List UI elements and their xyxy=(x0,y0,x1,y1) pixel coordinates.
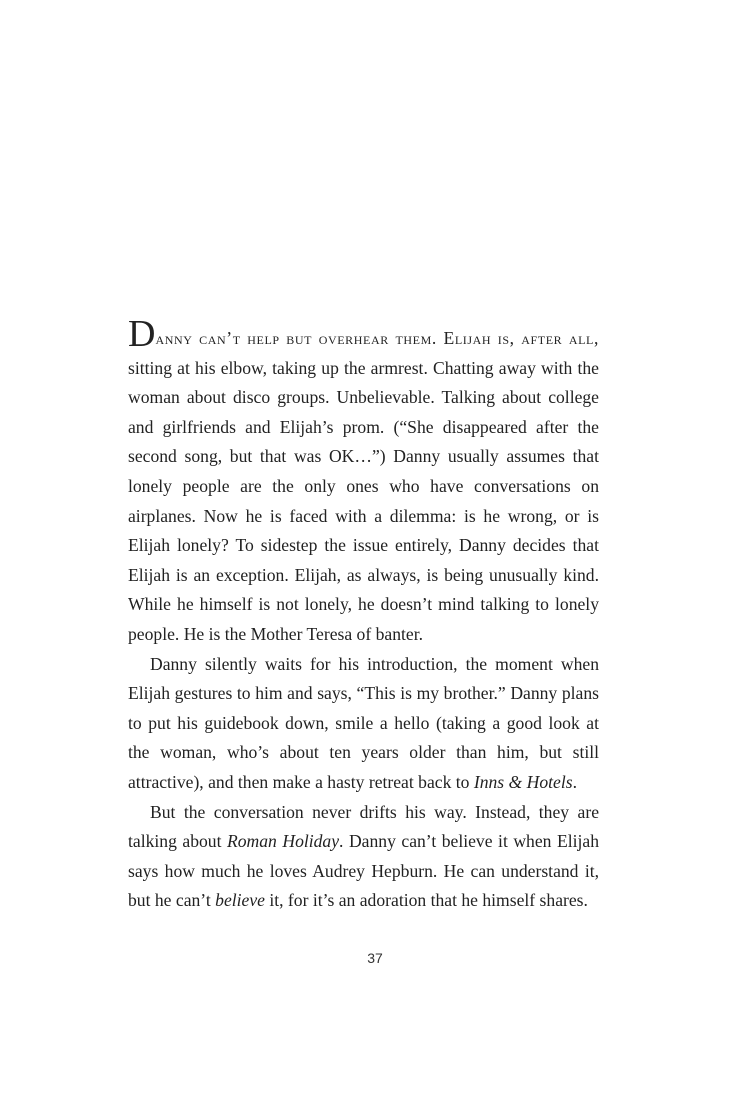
paragraph-2-end: . xyxy=(572,771,577,792)
drop-cap: D xyxy=(128,313,156,355)
small-caps-lead-in: anny can’t help but overhear them. Elijah is, after all, xyxy=(155,328,599,348)
paragraph-3-text-a: But the conversation never drifts his way. Instead, they are talking about xyxy=(128,801,599,852)
italic-title-inns-hotels: Inns & Hotels xyxy=(473,771,573,792)
paragraph-1-text: sitting at his elbow, taking up the armrest. Chatting away with the woman about disco groups. Unbelievable. Talking about college and girlfriends and Elijah’s prom. (“She disappeared after the second song, but that was OK…”) Danny usually assumes that lonely people are the only ones who have conversations on airplanes. Now he is faced with a dilemma: is he wrong, or is Elijah lonely? To sidestep the issue entirely, Danny decides that Elijah is an exception. Elijah, as always, is being unusually kind. While he himself is not lonely, he doesn’t mind talking to lonely people. He is the Mother Teresa of banter. xyxy=(128,357,599,644)
paragraph-3-text-c: it, for it’s an adoration that he himself shares. xyxy=(264,890,588,911)
paragraph-3-text-b: . Danny can’t believe it when Elijah says how much he loves Audrey Hepburn. He can understand it, but he can’t xyxy=(128,831,599,911)
paragraph-3 xyxy=(128,798,599,916)
body-text xyxy=(128,313,599,916)
paragraph-2 xyxy=(128,650,599,798)
paragraph-1 xyxy=(128,313,599,650)
paragraph-2-text: Danny silently waits for his introduction, the moment when Elijah gestures to him and says, “This is my brother.” Danny plans to put his guidebook down, smile a hello (taking a good look at the woman, who’s about ten years older than him, but still attractive), and then make a hasty retreat back to xyxy=(128,653,599,792)
italic-title-roman-holiday: Roman Holiday xyxy=(227,831,340,852)
italic-emphasis-believe: believe xyxy=(215,890,265,911)
page-number: 37 xyxy=(367,950,383,966)
